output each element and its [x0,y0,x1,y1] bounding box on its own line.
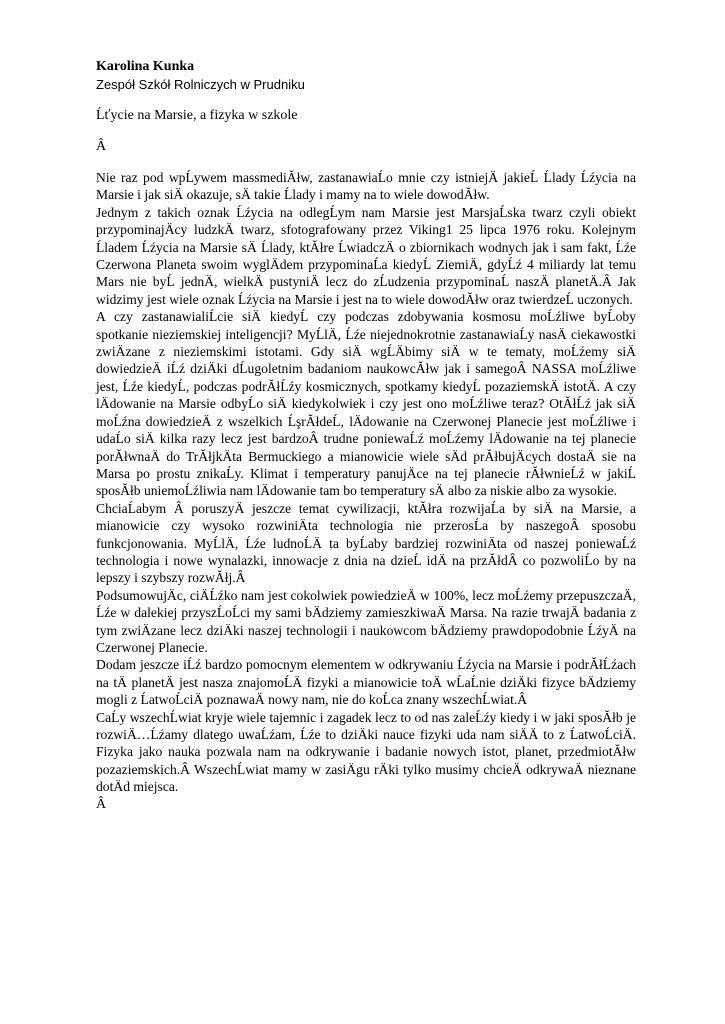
end-glyph: Â [96,796,107,812]
paragraph-6: Dodam jeszcze iĹź bardzo pomocnym elementem w odkrywaniu Ĺźycia na Marsie i podrĂłĹźach na tÄ planetÄ jest nasza znajomoĹÄ fizyki a mianowicie toÄ wĹaĹnie dziÄki fizyce bÄdziemy mogli z ĹatwoĹciÄ poznawaÄ nowy nam, nie do koĹca znany wszechĹwiat.Â [96,657,636,708]
paragraph-1: Nie raz pod wpĹywem massmediĂłw, zastanawiaĹo mnie czy istniejÄ jakieĹ Ĺlady Ĺźycia na Marsie i jak siÄ okazuje, sÄ takie Ĺlady i mamy na to wiele dowodĂłw. [96,170,636,203]
author-name: Karolina Kunka [96,59,195,74]
paragraph-7: CaĹy wszechĹwiat kryje wiele tajemnic i zagadek lecz to od nas zaleĹźy kiedy i w jaki sposĂłb je rozwiÄ…Ĺźamy dlatego uwaĹźam, Ĺźe to dziÄki nauce fizyki uda nam siÄÄ to z ĹatwoĹciÄ. Fizyka jako nauka pozwala nam na odkrywanie i badanie nowych istot, planet, przedmiotĂłw pozaziemskich.Â WszechĹwiat mamy w zasiÄgu rÄki tylko musimy chcieÄ odkrywaÄ nieznane dotÄd miejsca. [96,709,636,795]
paragraph-4: ChciaĹabym Â poruszyÄ jeszcze temat cywilizacji, ktĂłra rozwijaĹa by siÄ na Marsie, a mianowicie czy wysoko rozwiniÄta technologia nie przerosĹa by naszegoÂ sposobu funkcjonowania. MyĹlÄ, Ĺźe ludnoĹÄ ta byĹaby bardziej rozwiniÄta od naszej poniewaĹź technologia i nowe wynalazki, innowacje z dnia na dzieĹ idÄ na przĂłdÂ co pozwoliĹo by na lepszy i szybszy rozwĂłj.Â [96,500,636,586]
paragraph-3: A czy zastanawialiĹcie siÄ kiedyĹ czy podczas zdobywania kosmosu moĹźliwe byĹoby spotkanie nieziemskiej inteligencji? MyĹlÄ, Ĺźe niejednokrotnie zastanawiaĹy nasÄ ciekawostki zwiÄzane z nieziemskimi istotami. Gdy siÄ wgĹÄbimy siÄ w te tematy, moĹźemy siÄ dowiedzieÄ iĹź dziÄki dĹugoletnim badaniom naukowcĂłw jak i samegoÂ NASSA moĹźliwe jest, Ĺźe kiedyĹ, podczas podrĂłĹźy kosmicznych, spotkamy kiedyĹ pozaziemskÄ istotÄ. A czy lÄdowanie na Marsie odbyĹo siÄ kiedykolwiek i czy jest ono moĹźliwe teraz? OtĂłĹź jak siÄ moĹźna dowiedzieÄ z wszelkich ĹşrĂłdeĹ, lÄdowanie na Czerwonej Planecie jest moĹźliwe i udaĹo siÄ kilka razy lecz jest bardzoÂ trudne poniewaĹź moĹźemy lÄdowanie na tej planecie porĂłwnaÄ do TrĂłjkÄta Bermuckiego a mianowicie wiele sÄd prĂłbujÄcych dostaÄ sie na Marsa po prostu znikaĹy. Klimat i temperatury panujÄce na tej planecie rĂłwnieĹź w jakiĹ sposĂłb uniemoĹźliwia nam lÄdowanie tam bo temperatury sÄ albo za niskie albo za wysokie. [96,309,636,499]
school-name: Zespół Szkół Rolniczych w Prudniku [96,77,305,92]
paragraph-5: PodsumowujÄc, ciÄĹźko nam jest cokolwiek powiedzieÄ w 100%, lecz moĹźemy przepuszczaÄ, Ĺźe w dalekiej przyszĹoĹci my sami bÄdziemy zamieszkiwaÄ Marsa. Na razie trwajÄ badania z tym zwiÄzane lecz dziÄki naszej technologii i naukowcom bÄdziemy prawdopodobnie ĹźyÄ na Czerwonej Planecie. [96,587,636,655]
spacer-glyph: Â [96,139,107,154]
document-page [96,58,636,828]
essay-body [96,169,636,796]
essay-title: Ĺťycie na Marsie, a fizyka w szkole [96,108,298,123]
paragraph-2: Jednym z takich oznak Ĺźycia na odlegĹym nam Marsie jest MarsjaĹska twarz czyli obiekt przypominajÄcy ludzkÄ twarz, sfotografowany przez Viking1 25 lipca 1976 roku. Kolejnym Ĺladem Ĺźycia na Marsie sÄ Ĺlady, ktĂłre ĹwiadczÄ o zbiornikach wodnych jak i sam fakt, Ĺźe Czerwona Planeta swoim wyglÄdem przypominaĹa kiedyĹ ZiemiÄ, gdyĹź 4 miliardy lat temu Mars nie byĹ jednÄ, wielkÄ pustyniÄ lecz do zĹudzenia przypominaĹ naszÄ planetÄ.Â Jak widzimy jest wiele oznak Ĺźycia na Marsie i jest na to wiele dowodĂłw oraz twierdzeĹ uczonych. [96,204,636,307]
